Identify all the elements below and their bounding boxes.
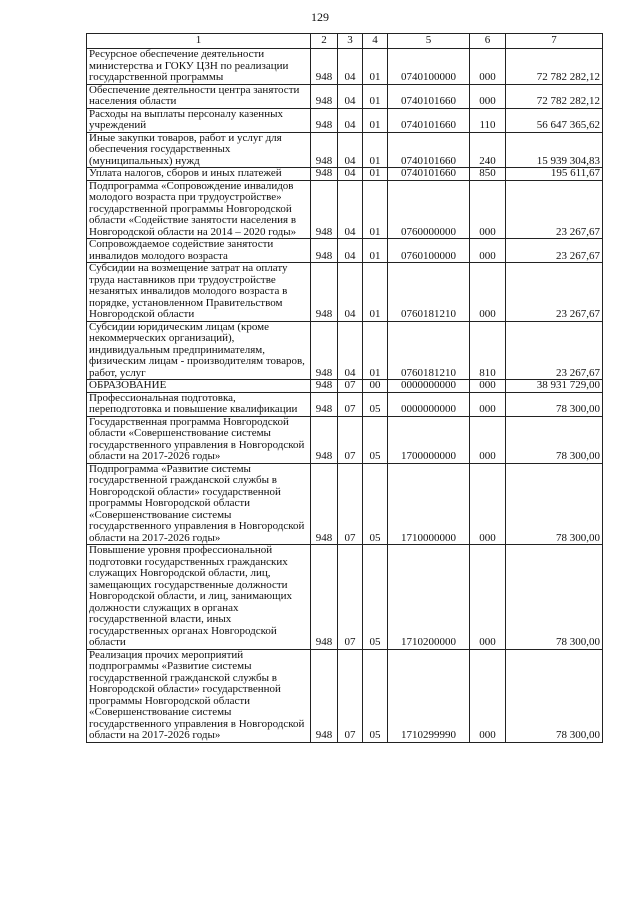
amount: 78 300,00 xyxy=(506,545,603,650)
table-row xyxy=(87,649,603,742)
subsection-code: 01 xyxy=(363,168,388,181)
expense-name: Обеспечение деятельности центра занятости населения области xyxy=(87,84,311,108)
table-row xyxy=(87,180,603,239)
target-code: 1710299990 xyxy=(388,649,470,742)
expense-type-code: 000 xyxy=(470,392,506,416)
amount: 15 939 304,83 xyxy=(506,132,603,168)
target-code: 0740100000 xyxy=(388,49,470,85)
table-row xyxy=(87,84,603,108)
subsection-code: 00 xyxy=(363,380,388,393)
section-code: 07 xyxy=(338,392,363,416)
ministry-code: 948 xyxy=(311,49,338,85)
table-row xyxy=(87,108,603,132)
section-code: 04 xyxy=(338,321,363,380)
expense-name: Подпрограмма «Развитие системы государственной гражданской службы в Новгородской области» государственной программы Новгородской области «Совершенствование системы государственного управления в Новгородской области на 2017-2026 годы» xyxy=(87,463,311,545)
amount: 23 267,67 xyxy=(506,321,603,380)
table-row xyxy=(87,416,603,463)
expense-name: Ресурсное обеспечение деятельности министерства и ГОКУ ЦЗН по реализации государственной программы xyxy=(87,49,311,85)
amount: 78 300,00 xyxy=(506,463,603,545)
section-code: 04 xyxy=(338,108,363,132)
page-number: 129 xyxy=(311,10,329,24)
ministry-code: 948 xyxy=(311,416,338,463)
expense-type-code: 000 xyxy=(470,545,506,650)
section-code: 04 xyxy=(338,239,363,263)
ministry-code: 948 xyxy=(311,321,338,380)
ministry-code: 948 xyxy=(311,168,338,181)
expense-type-code: 000 xyxy=(470,263,506,322)
table-row xyxy=(87,132,603,168)
subsection-code: 01 xyxy=(363,321,388,380)
table-row xyxy=(87,263,603,322)
target-code: 0760181210 xyxy=(388,321,470,380)
budget-table xyxy=(86,33,603,743)
section-code: 04 xyxy=(338,168,363,181)
expense-name: Профессиональная подготовка, переподготовка и повышение квалификации xyxy=(87,392,311,416)
amount: 195 611,67 xyxy=(506,168,603,181)
column-header: 1 xyxy=(87,34,311,49)
amount: 23 267,67 xyxy=(506,263,603,322)
column-header: 4 xyxy=(363,34,388,49)
target-code: 0740101660 xyxy=(388,168,470,181)
ministry-code: 948 xyxy=(311,132,338,168)
section-code: 07 xyxy=(338,416,363,463)
table-row xyxy=(87,49,603,85)
expense-type-code: 240 xyxy=(470,132,506,168)
ministry-code: 948 xyxy=(311,545,338,650)
target-code: 1710200000 xyxy=(388,545,470,650)
ministry-code: 948 xyxy=(311,392,338,416)
ministry-code: 948 xyxy=(311,180,338,239)
expense-type-code: 000 xyxy=(470,49,506,85)
expense-name: Реализация прочих мероприятий подпрограммы «Развитие системы государственной гражданской службы в Новгородской области» государственной программы Новгородской области «Совершенствование системы государственного управления в Новгородской области на 2017-2026 годы» xyxy=(87,649,311,742)
amount: 23 267,67 xyxy=(506,180,603,239)
expense-name: Иные закупки товаров, работ и услуг для обеспечения государственных (муниципальных) нужд xyxy=(87,132,311,168)
subsection-code: 05 xyxy=(363,463,388,545)
expense-name: Государственная программа Новгородской области «Совершенствование системы государственного управления в Новгородской области на 2017-2026 годы» xyxy=(87,416,311,463)
amount: 72 782 282,12 xyxy=(506,49,603,85)
column-header: 7 xyxy=(506,34,603,49)
subsection-code: 01 xyxy=(363,180,388,239)
expense-name: ОБРАЗОВАНИЕ xyxy=(87,380,311,393)
target-code: 0740101660 xyxy=(388,84,470,108)
amount: 78 300,00 xyxy=(506,416,603,463)
target-code: 0740101660 xyxy=(388,108,470,132)
target-code: 1710000000 xyxy=(388,463,470,545)
amount: 56 647 365,62 xyxy=(506,108,603,132)
subsection-code: 05 xyxy=(363,416,388,463)
target-code: 0000000000 xyxy=(388,392,470,416)
expense-name: Сопровождаемое содействие занятости инвалидов молодого возраста xyxy=(87,239,311,263)
section-code: 07 xyxy=(338,380,363,393)
expense-type-code: 000 xyxy=(470,463,506,545)
table-row xyxy=(87,392,603,416)
expense-name: Уплата налогов, сборов и иных платежей xyxy=(87,168,311,181)
amount: 78 300,00 xyxy=(506,649,603,742)
section-code: 04 xyxy=(338,263,363,322)
section-code: 04 xyxy=(338,180,363,239)
expense-type-code: 810 xyxy=(470,321,506,380)
ministry-code: 948 xyxy=(311,263,338,322)
ministry-code: 948 xyxy=(311,463,338,545)
table-row xyxy=(87,239,603,263)
subsection-code: 05 xyxy=(363,392,388,416)
expense-type-code: 000 xyxy=(470,239,506,263)
target-code: 0760000000 xyxy=(388,180,470,239)
expense-name: Повышение уровня профессиональной подготовки государственных гражданских служащих Новгородской области, лиц, замещающих государственные должности Новгородской области, и лиц, занимающих должности служащих в органах государственной власти, иных государственных органах Новгородской области xyxy=(87,545,311,650)
ministry-code: 948 xyxy=(311,649,338,742)
expense-type-code: 000 xyxy=(470,416,506,463)
target-code: 0000000000 xyxy=(388,380,470,393)
section-code: 07 xyxy=(338,649,363,742)
expense-type-code: 000 xyxy=(470,649,506,742)
table-row xyxy=(87,545,603,650)
subsection-code: 05 xyxy=(363,545,388,650)
column-header: 3 xyxy=(338,34,363,49)
target-code: 1700000000 xyxy=(388,416,470,463)
table-row xyxy=(87,168,603,181)
subsection-code: 01 xyxy=(363,49,388,85)
expense-type-code: 850 xyxy=(470,168,506,181)
header-row xyxy=(87,34,603,49)
subsection-code: 05 xyxy=(363,649,388,742)
expense-type-code: 110 xyxy=(470,108,506,132)
ministry-code: 948 xyxy=(311,108,338,132)
expense-name: Подпрограмма «Сопровождение инвалидов молодого возраста при трудоустройстве» государственной программы Новгородской области «Содействие занятости населения в Новгородской области на 2014 – 2020 годы» xyxy=(87,180,311,239)
subsection-code: 01 xyxy=(363,239,388,263)
section-code: 04 xyxy=(338,49,363,85)
expense-name: Расходы на выплаты персоналу казенных учреждений xyxy=(87,108,311,132)
section-code: 07 xyxy=(338,545,363,650)
subsection-code: 01 xyxy=(363,108,388,132)
column-header: 5 xyxy=(388,34,470,49)
expense-name: Субсидии на возмещение затрат на оплату труда наставников при трудоустройстве незанятых инвалидов молодого возраста в порядке, установленном Правительством Новгородской области xyxy=(87,263,311,322)
table-row xyxy=(87,321,603,380)
subsection-code: 01 xyxy=(363,84,388,108)
table-row xyxy=(87,380,603,393)
column-header: 6 xyxy=(470,34,506,49)
section-code: 04 xyxy=(338,84,363,108)
expense-type-code: 000 xyxy=(470,180,506,239)
target-code: 0760100000 xyxy=(388,239,470,263)
section-code: 07 xyxy=(338,463,363,545)
target-code: 0740101660 xyxy=(388,132,470,168)
expense-type-code: 000 xyxy=(470,380,506,393)
amount: 23 267,67 xyxy=(506,239,603,263)
subsection-code: 01 xyxy=(363,263,388,322)
amount: 38 931 729,00 xyxy=(506,380,603,393)
table-row xyxy=(87,463,603,545)
ministry-code: 948 xyxy=(311,380,338,393)
ministry-code: 948 xyxy=(311,239,338,263)
subsection-code: 01 xyxy=(363,132,388,168)
expense-type-code: 000 xyxy=(470,84,506,108)
amount: 78 300,00 xyxy=(506,392,603,416)
expense-name: Субсидии юридическим лицам (кроме некоммерческих организаций), индивидуальным предпринимателям, физическим лицам - производителям товаров, работ, услуг xyxy=(87,321,311,380)
ministry-code: 948 xyxy=(311,84,338,108)
section-code: 04 xyxy=(338,132,363,168)
target-code: 0760181210 xyxy=(388,263,470,322)
column-header: 2 xyxy=(311,34,338,49)
amount: 72 782 282,12 xyxy=(506,84,603,108)
